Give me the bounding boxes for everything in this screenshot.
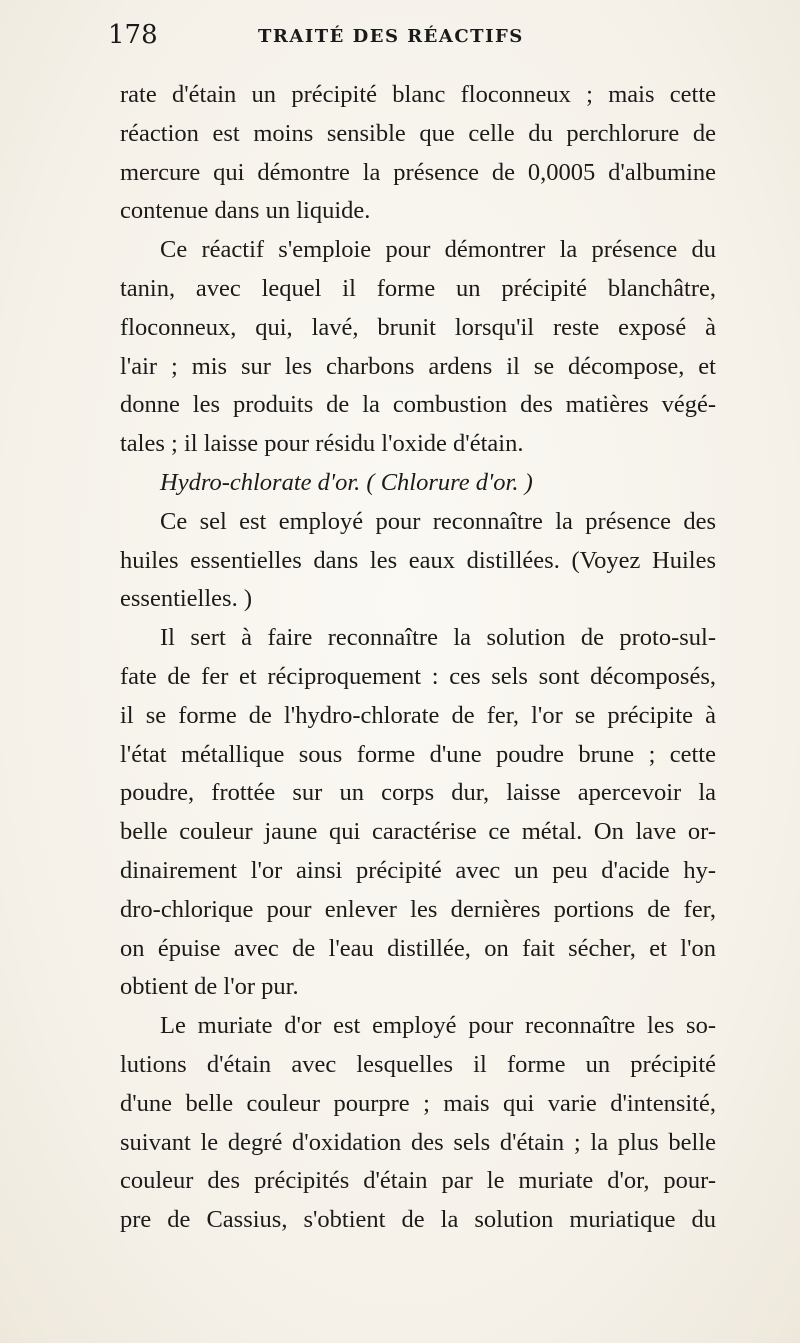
text-line: tales ; il laisse pour résidu l'oxide d'étain. xyxy=(120,430,524,458)
section-heading: Hydro-chlorate d'or. ( Chlorure d'or. ) xyxy=(160,468,533,496)
text-line: l'air ; mis sur les charbons ardens il se décompose, et xyxy=(120,352,716,380)
text-line: huiles essentielles dans les eaux distillées. (Voyez Huiles xyxy=(120,546,716,574)
text-line: d'une belle couleur pourpre ; mais qui varie d'intensité, xyxy=(120,1089,716,1117)
text-line: fate de fer et réciproquement : ces sels sont décomposés, xyxy=(120,662,716,690)
running-head: TRAITÉ DES RÉACTIFS xyxy=(258,26,524,47)
text-line: donne les produits de la combustion des matières végé- xyxy=(120,391,716,419)
text-line: rate d'étain un précipité blanc floconneux ; mais cette xyxy=(120,81,716,108)
text-line: dro-chlorique pour enlever les dernières portions de fer, xyxy=(120,895,716,923)
text-line: suivant le degré d'oxidation des sels d'étain ; la plus belle xyxy=(120,1128,716,1156)
text-line: poudre, frottée sur un corps dur, laisse apercevoir la xyxy=(120,779,716,807)
text-line: on épuise avec de l'eau distillée, on fait sécher, et l'on xyxy=(120,934,716,962)
text-line: Ce sel est employé pour reconnaître la présence des xyxy=(160,507,716,535)
text-line: mercure qui démontre la présence de 0,0005 d'albumine xyxy=(120,158,716,186)
body-text xyxy=(120,76,716,1240)
text-line: contenue dans un liquide. xyxy=(120,197,371,225)
text-line: réaction est moins sensible que celle du perchlorure de xyxy=(120,119,716,147)
page-header xyxy=(108,20,668,56)
text-line: floconneux, qui, lavé, brunit lorsqu'il reste exposé à xyxy=(120,313,716,341)
text-line: tanin, avec lequel il forme un précipité blanchâtre, xyxy=(120,274,716,302)
text-line: obtient de l'or pur. xyxy=(120,973,299,1001)
text-line: couleur des précipités d'étain par le muriate d'or, pour- xyxy=(120,1167,716,1195)
text-line: essentielles. ) xyxy=(120,585,252,613)
text-line: Ce réactif s'emploie pour démontrer la présence du xyxy=(160,236,716,264)
text-line: pre de Cassius, s'obtient de la solution muriatique du xyxy=(120,1206,716,1234)
page-number: 178 xyxy=(108,20,158,50)
text-line: l'état métallique sous forme d'une poudre brune ; cette xyxy=(120,740,716,768)
text-line: Le muriate d'or est employé pour reconnaître les so- xyxy=(160,1012,716,1040)
text-line: Il sert à faire reconnaître la solution de proto-sul- xyxy=(160,624,716,652)
text-line: lutions d'étain avec lesquelles il forme un précipité xyxy=(120,1050,716,1078)
text-line: il se forme de l'hydro-chlorate de fer, l'or se précipite à xyxy=(120,701,716,729)
text-line: dinairement l'or ainsi précipité avec un peu d'acide hy- xyxy=(120,856,716,884)
text-line: belle couleur jaune qui caractérise ce métal. On lave or- xyxy=(120,818,716,846)
